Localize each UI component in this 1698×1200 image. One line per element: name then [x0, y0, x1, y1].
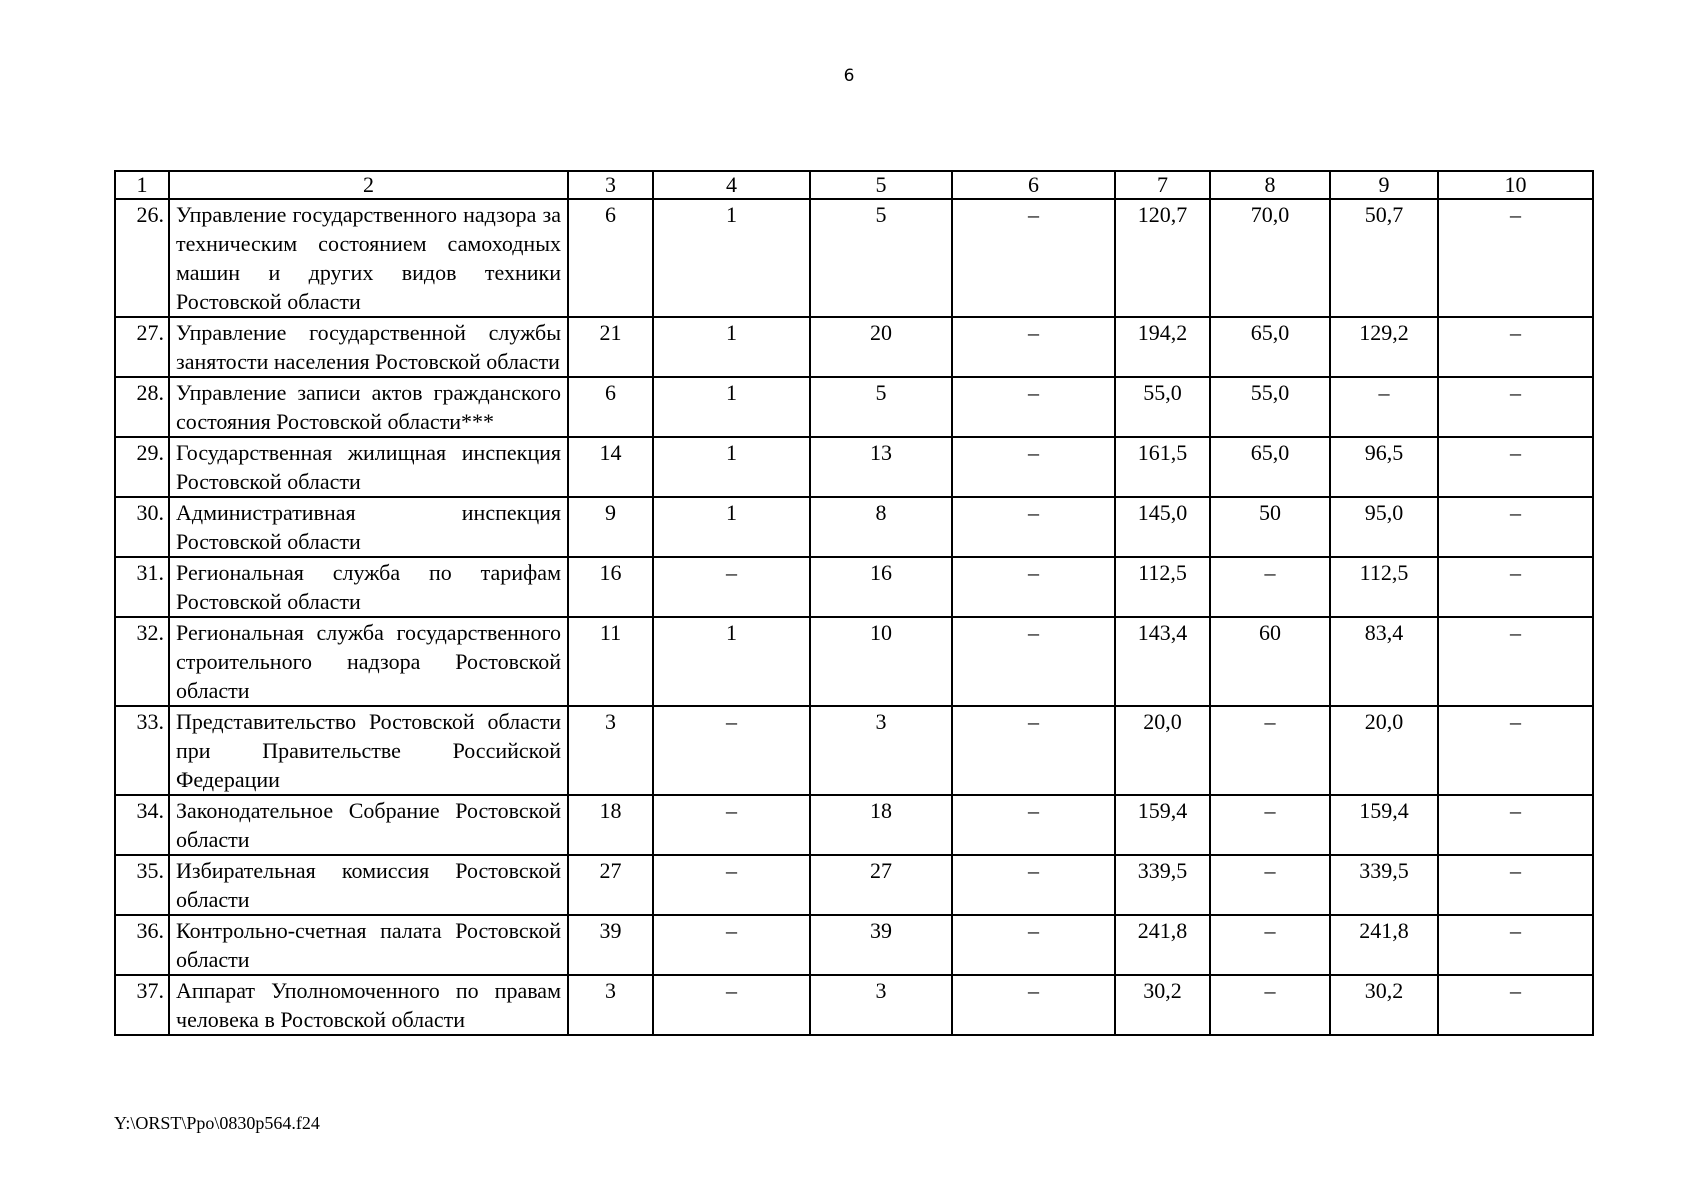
cell-col10: – [1438, 497, 1593, 557]
cell-col10: – [1438, 975, 1593, 1035]
cell-col7: 120,7 [1115, 199, 1210, 317]
table-row [115, 915, 1593, 975]
header-cell: 10 [1438, 171, 1593, 199]
cell-col7: 145,0 [1115, 497, 1210, 557]
organization-name: Избирательная комиссия Ростовской области [169, 855, 568, 915]
table-row [115, 199, 1593, 317]
organization-name: Контрольно-счетная палата Ростовской области [169, 915, 568, 975]
cell-col4: – [653, 975, 810, 1035]
organization-name: Региональная служба по тарифам Ростовской области [169, 557, 568, 617]
cell-col10: – [1438, 557, 1593, 617]
cell-col7: 159,4 [1115, 795, 1210, 855]
cell-col7: 241,8 [1115, 915, 1210, 975]
cell-col9: 112,5 [1330, 557, 1438, 617]
cell-col6: – [952, 497, 1115, 557]
organization-name: Управление записи актов гражданского состояния Ростовской области*** [169, 377, 568, 437]
row-number: 36. [115, 915, 169, 975]
cell-col3: 9 [568, 497, 653, 557]
cell-col6: – [952, 317, 1115, 377]
cell-col5: 3 [810, 706, 952, 795]
cell-col10: – [1438, 915, 1593, 975]
cell-col4: 1 [653, 437, 810, 497]
cell-col4: – [653, 795, 810, 855]
cell-col4: – [653, 915, 810, 975]
cell-col7: 194,2 [1115, 317, 1210, 377]
cell-col7: 112,5 [1115, 557, 1210, 617]
table-row [115, 497, 1593, 557]
cell-col10: – [1438, 706, 1593, 795]
cell-col8: – [1210, 706, 1330, 795]
cell-col9: 159,4 [1330, 795, 1438, 855]
header-cell: 4 [653, 171, 810, 199]
cell-col9: 241,8 [1330, 915, 1438, 975]
cell-col9: 95,0 [1330, 497, 1438, 557]
cell-col8: – [1210, 557, 1330, 617]
row-number: 33. [115, 706, 169, 795]
cell-col4: – [653, 855, 810, 915]
row-number: 31. [115, 557, 169, 617]
header-cell: 6 [952, 171, 1115, 199]
cell-col8: 65,0 [1210, 437, 1330, 497]
cell-col3: 21 [568, 317, 653, 377]
cell-col7: 20,0 [1115, 706, 1210, 795]
cell-col3: 14 [568, 437, 653, 497]
row-number: 27. [115, 317, 169, 377]
cell-col8: – [1210, 855, 1330, 915]
row-number: 35. [115, 855, 169, 915]
cell-col3: 6 [568, 377, 653, 437]
cell-col8: 70,0 [1210, 199, 1330, 317]
organization-name: Административная инспекция Ростовской области [169, 497, 568, 557]
cell-col3: 18 [568, 795, 653, 855]
cell-col8: 60 [1210, 617, 1330, 706]
organization-name: Представительство Ростовской области при Правительстве Российской Федерации [169, 706, 568, 795]
row-number: 32. [115, 617, 169, 706]
cell-col6: – [952, 437, 1115, 497]
cell-col9: 50,7 [1330, 199, 1438, 317]
cell-col5: 13 [810, 437, 952, 497]
table-row [115, 617, 1593, 706]
table-row [115, 795, 1593, 855]
table-row [115, 377, 1593, 437]
cell-col7: 55,0 [1115, 377, 1210, 437]
page-number: 6 [843, 66, 855, 86]
header-cell: 5 [810, 171, 952, 199]
cell-col9: 96,5 [1330, 437, 1438, 497]
cell-col9: 339,5 [1330, 855, 1438, 915]
cell-col6: – [952, 377, 1115, 437]
table-row [115, 706, 1593, 795]
cell-col4: – [653, 706, 810, 795]
cell-col10: – [1438, 199, 1593, 317]
cell-col10: – [1438, 317, 1593, 377]
cell-col10: – [1438, 377, 1593, 437]
cell-col9: – [1330, 377, 1438, 437]
cell-col5: 20 [810, 317, 952, 377]
cell-col7: 143,4 [1115, 617, 1210, 706]
row-number: 34. [115, 795, 169, 855]
cell-col4: 1 [653, 199, 810, 317]
cell-col10: – [1438, 795, 1593, 855]
header-cell: 7 [1115, 171, 1210, 199]
table-row [115, 317, 1593, 377]
cell-col3: 3 [568, 975, 653, 1035]
row-number: 37. [115, 975, 169, 1035]
cell-col6: – [952, 617, 1115, 706]
cell-col8: 65,0 [1210, 317, 1330, 377]
cell-col7: 161,5 [1115, 437, 1210, 497]
cell-col9: 30,2 [1330, 975, 1438, 1035]
cell-col5: 5 [810, 377, 952, 437]
cell-col9: 83,4 [1330, 617, 1438, 706]
organization-name: Управление государственной службы занятости населения Ростовской области [169, 317, 568, 377]
cell-col10: – [1438, 437, 1593, 497]
cell-col4: 1 [653, 317, 810, 377]
cell-col8: 50 [1210, 497, 1330, 557]
header-cell: 8 [1210, 171, 1330, 199]
cell-col3: 39 [568, 915, 653, 975]
table-row [115, 855, 1593, 915]
cell-col7: 339,5 [1115, 855, 1210, 915]
cell-col4: 1 [653, 377, 810, 437]
row-number: 26. [115, 199, 169, 317]
cell-col8: – [1210, 915, 1330, 975]
cell-col6: – [952, 975, 1115, 1035]
organization-name: Управление государственного надзора за техническим состоянием самоходных машин и других видов техники Ростовской области [169, 199, 568, 317]
cell-col5: 16 [810, 557, 952, 617]
cell-col9: 20,0 [1330, 706, 1438, 795]
cell-col5: 8 [810, 497, 952, 557]
cell-col5: 27 [810, 855, 952, 915]
table-row [115, 437, 1593, 497]
cell-col5: 3 [810, 975, 952, 1035]
cell-col3: 27 [568, 855, 653, 915]
cell-col9: 129,2 [1330, 317, 1438, 377]
cell-col7: 30,2 [1115, 975, 1210, 1035]
cell-col8: – [1210, 795, 1330, 855]
header-cell: 9 [1330, 171, 1438, 199]
cell-col5: 18 [810, 795, 952, 855]
cell-col3: 16 [568, 557, 653, 617]
cell-col6: – [952, 706, 1115, 795]
cell-col8: 55,0 [1210, 377, 1330, 437]
cell-col10: – [1438, 617, 1593, 706]
cell-col3: 11 [568, 617, 653, 706]
header-cell: 1 [115, 171, 169, 199]
organization-name: Государственная жилищная инспекция Ростовской области [169, 437, 568, 497]
cell-col6: – [952, 557, 1115, 617]
cell-col3: 6 [568, 199, 653, 317]
table-row [115, 975, 1593, 1035]
cell-col6: – [952, 795, 1115, 855]
row-number: 28. [115, 377, 169, 437]
cell-col4: 1 [653, 497, 810, 557]
data-table [114, 170, 1594, 1036]
cell-col8: – [1210, 975, 1330, 1035]
cell-col6: – [952, 855, 1115, 915]
cell-col4: – [653, 557, 810, 617]
header-row [115, 171, 1593, 199]
cell-col5: 10 [810, 617, 952, 706]
cell-col3: 3 [568, 706, 653, 795]
cell-col6: – [952, 915, 1115, 975]
cell-col5: 5 [810, 199, 952, 317]
file-path-footer: Y:\ORST\Ppo\0830p564.f24 [114, 1113, 320, 1133]
table-row [115, 557, 1593, 617]
cell-col10: – [1438, 855, 1593, 915]
row-number: 29. [115, 437, 169, 497]
header-cell: 3 [568, 171, 653, 199]
row-number: 30. [115, 497, 169, 557]
organization-name: Аппарат Уполномоченного по правам человека в Ростовской области [169, 975, 568, 1035]
organization-name: Региональная служба государственного строительного надзора Ростовской области [169, 617, 568, 706]
organization-name: Законодательное Собрание Ростовской области [169, 795, 568, 855]
cell-col6: – [952, 199, 1115, 317]
cell-col4: 1 [653, 617, 810, 706]
cell-col5: 39 [810, 915, 952, 975]
header-cell: 2 [169, 171, 568, 199]
